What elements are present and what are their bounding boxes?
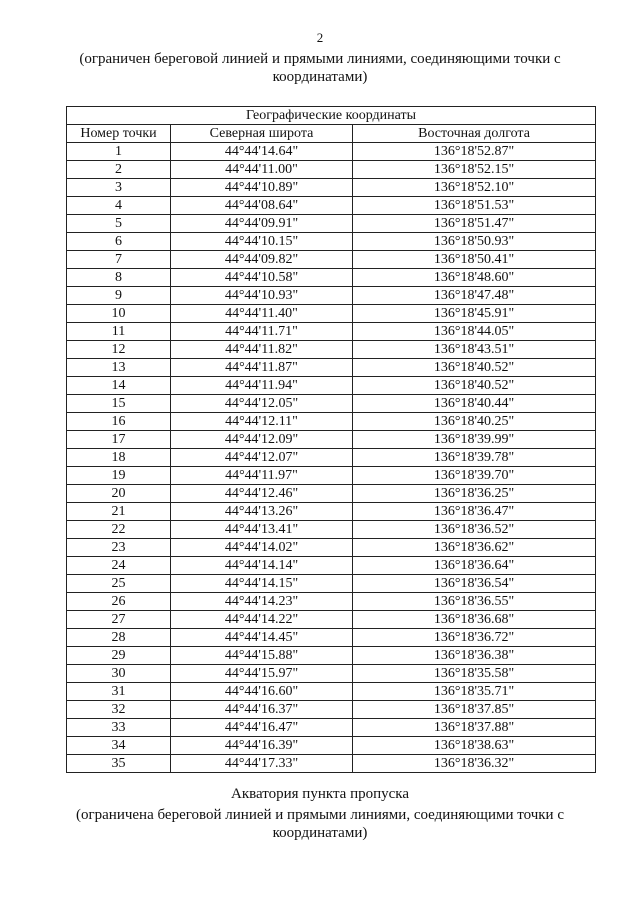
table-row	[67, 359, 596, 377]
latitude-cell: 44°44'12.07"	[171, 449, 353, 467]
longitude-cell: 136°18'52.87"	[353, 143, 596, 161]
latitude-cell: 44°44'10.89"	[171, 179, 353, 197]
table-row	[67, 269, 596, 287]
latitude-cell: 44°44'12.11"	[171, 413, 353, 431]
latitude-cell: 44°44'10.93"	[171, 287, 353, 305]
longitude-cell: 136°18'39.99"	[353, 431, 596, 449]
point-number-cell: 24	[67, 557, 171, 575]
point-number-cell: 7	[67, 251, 171, 269]
table-row	[67, 233, 596, 251]
table-row	[67, 611, 596, 629]
point-number-cell: 8	[67, 269, 171, 287]
longitude-cell: 136°18'51.47"	[353, 215, 596, 233]
latitude-cell: 44°44'11.97"	[171, 467, 353, 485]
table-row	[67, 179, 596, 197]
longitude-cell: 136°18'36.68"	[353, 611, 596, 629]
table-row	[67, 251, 596, 269]
longitude-cell: 136°18'36.52"	[353, 521, 596, 539]
table-row	[67, 395, 596, 413]
latitude-cell: 44°44'14.45"	[171, 629, 353, 647]
table-row	[67, 629, 596, 647]
point-number-cell: 12	[67, 341, 171, 359]
latitude-cell: 44°44'11.87"	[171, 359, 353, 377]
point-number-cell: 28	[67, 629, 171, 647]
footer-title: Акватория пункта пропуска	[230, 786, 410, 802]
longitude-cell: 136°18'52.10"	[353, 179, 596, 197]
point-number-cell: 1	[67, 143, 171, 161]
longitude-cell: 136°18'39.70"	[353, 467, 596, 485]
point-number-cell: 30	[67, 665, 171, 683]
longitude-cell: 136°18'37.88"	[353, 719, 596, 737]
longitude-cell: 136°18'35.58"	[353, 665, 596, 683]
point-number-cell: 31	[67, 683, 171, 701]
table-row	[67, 215, 596, 233]
longitude-cell: 136°18'40.52"	[353, 359, 596, 377]
latitude-cell: 44°44'14.23"	[171, 593, 353, 611]
point-number-cell: 5	[67, 215, 171, 233]
latitude-cell: 44°44'16.60"	[171, 683, 353, 701]
table-row	[67, 431, 596, 449]
table-row	[67, 323, 596, 341]
longitude-cell: 136°18'50.93"	[353, 233, 596, 251]
table-row	[67, 575, 596, 593]
longitude-cell: 136°18'36.54"	[353, 575, 596, 593]
latitude-cell: 44°44'14.22"	[171, 611, 353, 629]
table-row	[67, 503, 596, 521]
longitude-cell: 136°18'39.78"	[353, 449, 596, 467]
latitude-cell: 44°44'12.09"	[171, 431, 353, 449]
latitude-cell: 44°44'11.71"	[171, 323, 353, 341]
longitude-cell: 136°18'40.25"	[353, 413, 596, 431]
longitude-cell: 136°18'51.53"	[353, 197, 596, 215]
point-number-cell: 23	[67, 539, 171, 557]
point-number-cell: 6	[67, 233, 171, 251]
point-number-cell: 17	[67, 431, 171, 449]
latitude-cell: 44°44'11.82"	[171, 341, 353, 359]
table-row	[67, 521, 596, 539]
longitude-cell: 136°18'36.64"	[353, 557, 596, 575]
latitude-cell: 44°44'11.40"	[171, 305, 353, 323]
latitude-cell: 44°44'10.15"	[171, 233, 353, 251]
longitude-cell: 136°18'45.91"	[353, 305, 596, 323]
longitude-cell: 136°18'36.55"	[353, 593, 596, 611]
longitude-cell: 136°18'37.85"	[353, 701, 596, 719]
table-row	[67, 467, 596, 485]
latitude-cell: 44°44'11.00"	[171, 161, 353, 179]
latitude-cell: 44°44'12.46"	[171, 485, 353, 503]
coordinates-table	[66, 106, 596, 773]
point-number-cell: 14	[67, 377, 171, 395]
longitude-cell: 136°18'36.32"	[353, 755, 596, 773]
column-header-point: Номер точки	[67, 125, 171, 143]
point-number-cell: 33	[67, 719, 171, 737]
table-row	[67, 539, 596, 557]
point-number-cell: 15	[67, 395, 171, 413]
page-number: 2	[316, 30, 324, 45]
point-number-cell: 25	[67, 575, 171, 593]
table-row	[67, 341, 596, 359]
latitude-cell: 44°44'15.88"	[171, 647, 353, 665]
table-row	[67, 755, 596, 773]
latitude-cell: 44°44'14.15"	[171, 575, 353, 593]
latitude-cell: 44°44'13.26"	[171, 503, 353, 521]
point-number-cell: 11	[67, 323, 171, 341]
column-header-latitude: Северная широта	[171, 125, 353, 143]
table-row	[67, 557, 596, 575]
latitude-cell: 44°44'16.47"	[171, 719, 353, 737]
longitude-cell: 136°18'48.60"	[353, 269, 596, 287]
column-header-longitude: Восточная долгота	[353, 125, 596, 143]
table-row	[67, 683, 596, 701]
point-number-cell: 20	[67, 485, 171, 503]
latitude-cell: 44°44'14.14"	[171, 557, 353, 575]
latitude-cell: 44°44'16.37"	[171, 701, 353, 719]
latitude-cell: 44°44'14.64"	[171, 143, 353, 161]
point-number-cell: 18	[67, 449, 171, 467]
longitude-cell: 136°18'36.25"	[353, 485, 596, 503]
longitude-cell: 136°18'35.71"	[353, 683, 596, 701]
footer-text: (ограничена береговой линией и прямыми линиями, соединяющими точки с координатами)	[76, 807, 564, 841]
longitude-cell: 136°18'38.63"	[353, 737, 596, 755]
latitude-cell: 44°44'14.02"	[171, 539, 353, 557]
table-row	[67, 197, 596, 215]
table-body	[67, 143, 596, 773]
table-row	[67, 377, 596, 395]
latitude-cell: 44°44'12.05"	[171, 395, 353, 413]
longitude-cell: 136°18'36.38"	[353, 647, 596, 665]
longitude-cell: 136°18'40.44"	[353, 395, 596, 413]
table-row	[67, 413, 596, 431]
point-number-cell: 3	[67, 179, 171, 197]
point-number-cell: 2	[67, 161, 171, 179]
point-number-cell: 10	[67, 305, 171, 323]
point-number-cell: 35	[67, 755, 171, 773]
longitude-cell: 136°18'36.62"	[353, 539, 596, 557]
longitude-cell: 136°18'36.47"	[353, 503, 596, 521]
table-row	[67, 701, 596, 719]
latitude-cell: 44°44'13.41"	[171, 521, 353, 539]
table-row	[67, 143, 596, 161]
latitude-cell: 44°44'09.82"	[171, 251, 353, 269]
longitude-cell: 136°18'44.05"	[353, 323, 596, 341]
latitude-cell: 44°44'11.94"	[171, 377, 353, 395]
point-number-cell: 19	[67, 467, 171, 485]
point-number-cell: 34	[67, 737, 171, 755]
longitude-cell: 136°18'52.15"	[353, 161, 596, 179]
longitude-cell: 136°18'50.41"	[353, 251, 596, 269]
latitude-cell: 44°44'08.64"	[171, 197, 353, 215]
point-number-cell: 13	[67, 359, 171, 377]
latitude-cell: 44°44'10.58"	[171, 269, 353, 287]
table-row	[67, 647, 596, 665]
intro-text: (ограничен береговой линией и прямыми линиями, соединяющими точки с координатами)	[79, 51, 561, 85]
longitude-cell: 136°18'47.48"	[353, 287, 596, 305]
longitude-cell: 136°18'40.52"	[353, 377, 596, 395]
point-number-cell: 9	[67, 287, 171, 305]
table-row	[67, 665, 596, 683]
latitude-cell: 44°44'17.33"	[171, 755, 353, 773]
point-number-cell: 26	[67, 593, 171, 611]
latitude-cell: 44°44'09.91"	[171, 215, 353, 233]
table-row	[67, 719, 596, 737]
point-number-cell: 4	[67, 197, 171, 215]
longitude-cell: 136°18'36.72"	[353, 629, 596, 647]
point-number-cell: 27	[67, 611, 171, 629]
table-row	[67, 485, 596, 503]
latitude-cell: 44°44'16.39"	[171, 737, 353, 755]
table-row	[67, 287, 596, 305]
point-number-cell: 22	[67, 521, 171, 539]
point-number-cell: 16	[67, 413, 171, 431]
table-row	[67, 593, 596, 611]
latitude-cell: 44°44'15.97"	[171, 665, 353, 683]
point-number-cell: 29	[67, 647, 171, 665]
table-group-header: Географические координаты	[67, 107, 596, 125]
table-row	[67, 305, 596, 323]
point-number-cell: 21	[67, 503, 171, 521]
point-number-cell: 32	[67, 701, 171, 719]
table-row	[67, 449, 596, 467]
longitude-cell: 136°18'43.51"	[353, 341, 596, 359]
table-row	[67, 737, 596, 755]
table-row	[67, 161, 596, 179]
